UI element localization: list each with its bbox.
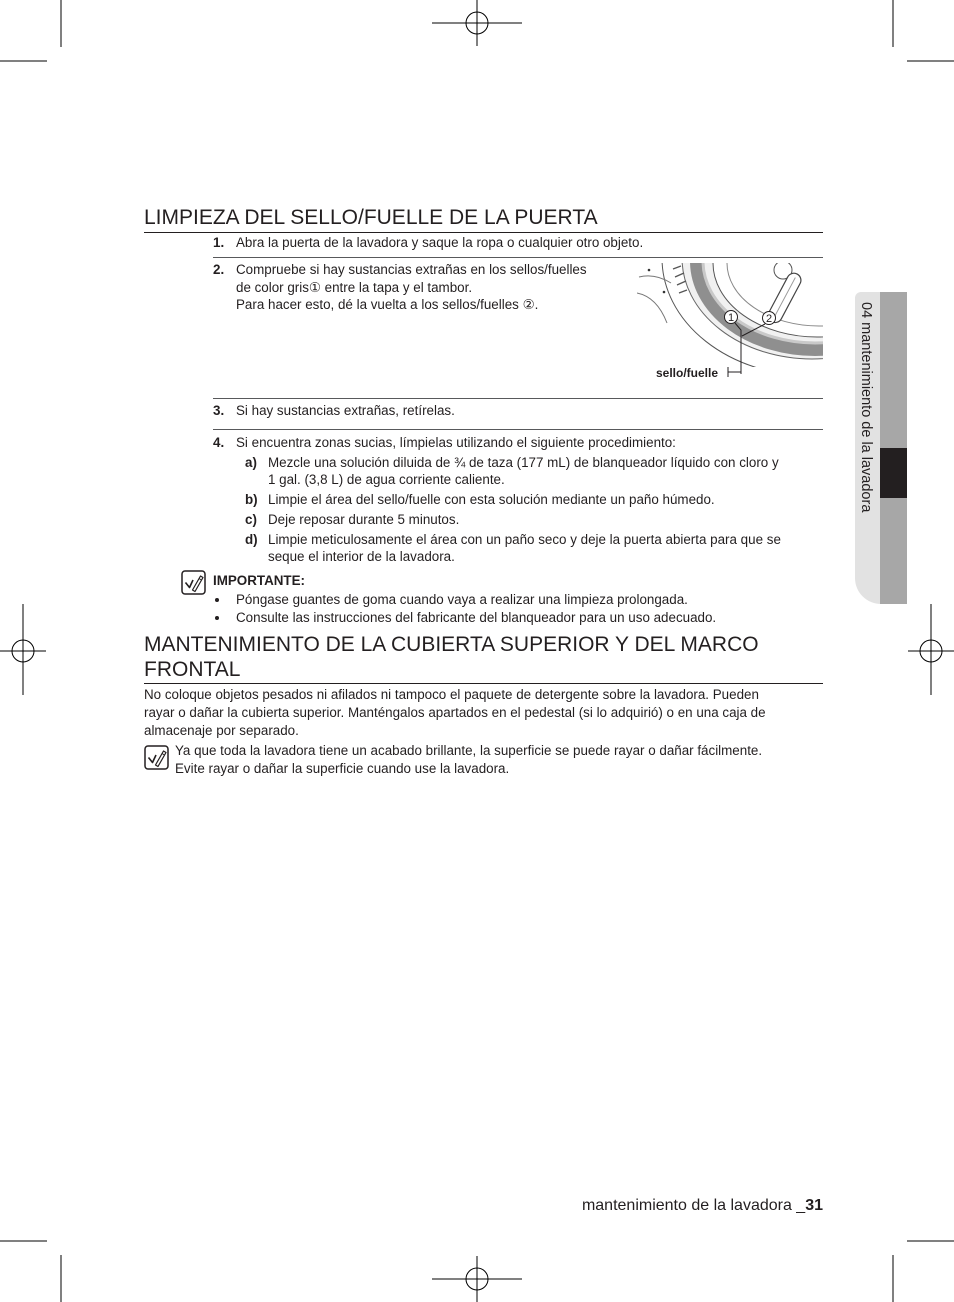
bullet (215, 616, 219, 620)
figure-label: sello/fuelle (656, 366, 719, 380)
svg-text:1: 1 (727, 312, 735, 324)
page-footer (582, 1197, 823, 1215)
step-text: Para hacer esto, dé la vuelta a los sellos/fuelles ②. (236, 297, 539, 312)
step-number: 1. (213, 235, 225, 250)
chapter-tab-marker (880, 448, 907, 498)
step-text: de color gris① entre la tapa y el tambor. (236, 280, 473, 295)
note-text: Ya que toda la lavadora tiene un acabado brillante, la superficie se puede rayar o dañar fácilmente. (175, 743, 763, 758)
substep-text: 1 gal. (3,8 L) de agua corriente caliente. (268, 472, 505, 487)
crop-mark-bottom-left (0, 1241, 61, 1302)
note-icon (181, 570, 206, 595)
crop-mark-bottom-right (893, 1241, 954, 1302)
step-text: Compruebe si hay sustancias extrañas en los sellos/fuelles (236, 262, 587, 277)
crop-mark-top-left (0, 0, 61, 61)
step-divider (213, 398, 823, 399)
step-divider (213, 257, 823, 258)
step-number: 4. (213, 435, 225, 450)
important-bullet-text: Póngase guantes de goma cuando vaya a realizar una limpieza prolongada. (236, 592, 688, 607)
substep-letter: d) (245, 532, 258, 547)
substep-text: Limpie el área del sello/fuelle con esta solución mediante un paño húmedo. (268, 492, 715, 507)
section-title-underline (144, 232, 823, 233)
svg-text:2: 2 (765, 313, 773, 325)
substep-text: Deje reposar durante 5 minutos. (268, 512, 460, 527)
registration-mark-left (0, 604, 46, 695)
step-number: 3. (213, 403, 225, 418)
bullet (215, 598, 219, 602)
substep-letter: c) (245, 512, 257, 527)
important-bullet-text: Consulte las instrucciones del fabricante del blanqueador para un uso adecuado. (236, 610, 717, 625)
step-text: Abra la puerta de la lavadora y saque la ropa o cualquier otro objeto. (236, 235, 644, 250)
step-text: Si hay sustancias extrañas, retírelas. (236, 403, 455, 418)
footer-label: mantenimiento de la lavadora _ (581, 1197, 806, 1214)
registration-mark-bottom (432, 1256, 522, 1302)
substep-text: Limpie meticulosamente el área con un paño seco y deje la puerta abierta para que se (268, 532, 781, 547)
substep-text: seque el interior de la lavadora. (268, 549, 455, 564)
crop-mark-top-right (893, 0, 954, 61)
section-title-cleaning: LIMPIEZA DEL SELLO/FUELLE DE LA PUERTA (144, 206, 598, 229)
chapter-tab-label: 04 mantenimiento de la lavadora (858, 302, 874, 513)
step-number: 2. (213, 262, 225, 277)
section-title-underline (144, 683, 823, 684)
substep-text: Mezcle una solución diluida de ¾ de taza (177 mL) de blanqueador líquido con cloro y (268, 455, 779, 470)
paragraph-text: rayar o dañar la cubierta superior. Manténgalos apartados en el pedestal (si lo adquirió) o en una caja de (144, 705, 766, 720)
registration-mark-right (908, 604, 954, 695)
paragraph-text: No coloque objetos pesados ni afilados ni tampoco el paquete de detergente sobre la lavadora. Pueden (144, 687, 759, 702)
section-title-cover: MANTENIMIENTO DE LA CUBIERTA SUPERIOR Y DEL MARCO (144, 633, 759, 656)
paragraph-text: almacenaje por separado. (144, 723, 299, 738)
important-title: IMPORTANTE: (213, 573, 305, 588)
note-icon (144, 745, 169, 770)
substep-letter: b) (245, 492, 258, 507)
registration-mark-top (432, 0, 522, 46)
callout-2 (763, 312, 776, 326)
section-title-cover: FRONTAL (144, 658, 241, 681)
step-divider (213, 429, 823, 430)
callout-1 (725, 311, 738, 325)
door-seal-illustration (637, 263, 823, 380)
page-number: 31 (805, 1197, 823, 1214)
step-text: Si encuentra zonas sucias, límpielas utilizando el siguiente procedimiento: (236, 435, 676, 450)
note-text: Evite rayar o dañar la superficie cuando use la lavadora. (175, 761, 510, 776)
substep-letter: a) (245, 455, 257, 470)
